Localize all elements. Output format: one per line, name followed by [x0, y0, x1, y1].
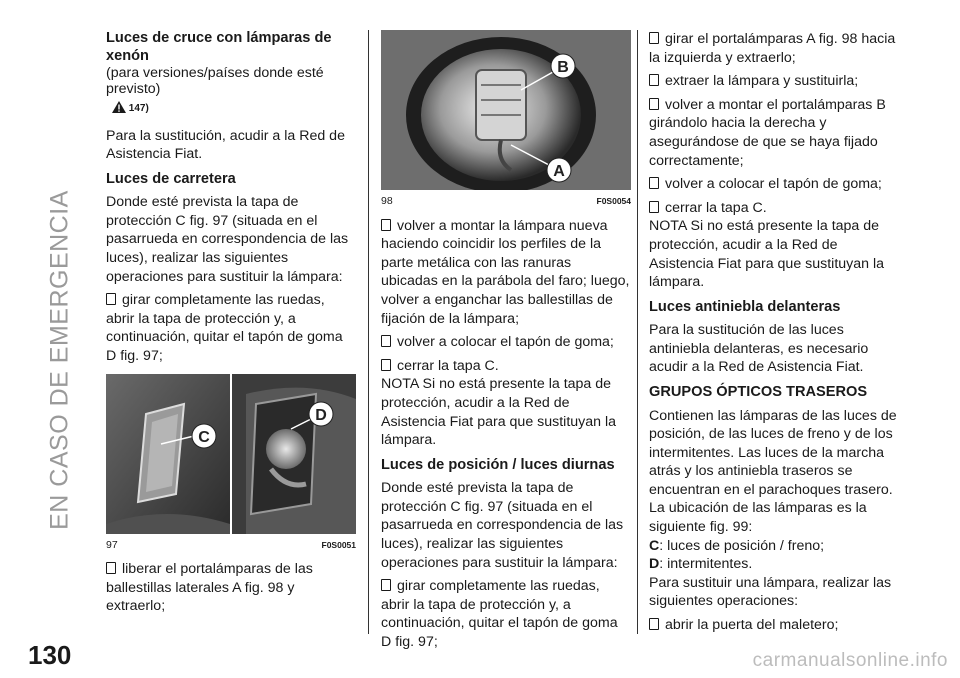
step-bullet: volver a colocar el tapón de goma;: [381, 333, 631, 352]
warning-triangle-icon: [112, 101, 126, 121]
step-bullet: girar completamente las ruedas, abrir la tapa de protección y, a continuación, quitar el tapón de goma D fig. 97;: [106, 292, 343, 365]
checkbox-bullet-icon: [649, 618, 659, 630]
figure-98: [381, 30, 631, 211]
step-bullet: cerrar la tapa C.: [649, 199, 899, 218]
step-bullet: liberar el portalámparas de las ballestillas laterales A fig. 98 y extraerlo;: [106, 561, 313, 615]
figure-caption: [381, 192, 631, 211]
figure-98-photo: [381, 30, 631, 190]
step-bullet: volver a colocar el tapón de goma;: [649, 175, 899, 194]
column-divider: [637, 30, 638, 634]
section-subheading: (para versiones/países donde esté previsto): [106, 65, 324, 97]
step-bullet: girar el portalámparas A fig. 98 hacia la izquierda y extraerlo;: [649, 31, 896, 66]
figure-number: 98: [381, 195, 393, 207]
watermark: carmanualsonline.info: [752, 650, 948, 671]
paragraph: Donde esté prevista la tapa de protección C fig. 97 (situada en el pasarrueda en correspondencia de las luces), realizar las siguientes operaciones para sustituir la lámpara:: [381, 480, 624, 571]
checkbox-bullet-icon: [649, 177, 659, 189]
checkbox-bullet-icon: [106, 293, 116, 305]
checkbox-bullet-icon: [381, 579, 391, 591]
legend-item-c: C: luces de posición / freno;: [649, 537, 825, 554]
column-1: [106, 30, 356, 616]
step-bullet: abrir la puerta del maletero;: [649, 616, 899, 635]
checkbox-bullet-icon: [649, 74, 659, 86]
note-paragraph: NOTA Si no está presente la tapa de protección, acudir a la Red de Asistencia Fiat para que sustituyan la lámpara.: [649, 218, 885, 291]
figure-label-a: A: [553, 163, 565, 180]
figure-label-c: C: [198, 428, 210, 446]
figure-code: F0S0051: [321, 539, 356, 550]
figure-97: [106, 374, 356, 555]
figure-caption: [106, 536, 356, 555]
checkbox-bullet-icon: [381, 335, 391, 347]
column-2: [381, 30, 631, 652]
section-heading-rear-lights: GRUPOS ÓPTICOS TRASEROS: [649, 384, 868, 400]
figure-label-b: B: [557, 59, 569, 76]
step-bullet: volver a montar la lámpara nueva haciendo coincidir los perfiles de la parte metálica con las ranuras ubicadas en la parábola del faro; luego, volver a enganchar las ballestillas de fijación de la lámpara;: [381, 217, 630, 327]
legend-item-d: D: intermitentes.: [649, 556, 753, 573]
column-3: [649, 30, 899, 635]
note-paragraph: NOTA Si no está presente la tapa de protección, acudir a la Red de Asistencia Fiat para que sustituyan la lámpara.: [381, 376, 617, 449]
paragraph: Para la sustitución de las luces antiniebla delanteras, es necesario acudir a la Red de Asistencia Fiat.: [649, 322, 869, 376]
figure-label-d: D: [315, 406, 327, 424]
warning-ref-text: 147): [128, 103, 149, 114]
column-divider: [368, 30, 369, 634]
paragraph: Para sustituir una lámpara, realizar las siguientes operaciones:: [649, 574, 892, 610]
chapter-side-title: EN CASO DE EMERGENCIA: [45, 190, 74, 530]
checkbox-bullet-icon: [649, 32, 659, 44]
checkbox-bullet-icon: [381, 219, 391, 231]
step-bullet: cerrar la tapa C.: [381, 357, 631, 376]
section-heading-high-beam: Luces de carretera: [106, 170, 236, 187]
checkbox-bullet-icon: [106, 562, 116, 574]
step-bullet: extraer la lámpara y sustituirla;: [649, 72, 899, 91]
section-heading-front-fog: Luces antiniebla delanteras: [649, 298, 841, 315]
paragraph: La ubicación de las lámparas es la siguiente fig. 99:: [649, 500, 867, 536]
figure-code: F0S0054: [596, 196, 631, 206]
paragraph: Para la sustitución, acudir a la Red de Asistencia Fiat.: [106, 127, 345, 163]
paragraph: Donde esté prevista la tapa de protección C fig. 97 (situada en el pasarrueda en correspondencia de las luces), realizar las siguientes operaciones para sustituir la lámpara:: [106, 194, 349, 285]
step-bullet: girar completamente las ruedas, abrir la tapa de protección y, a continuación, quitar el tapón de goma D fig. 97;: [381, 578, 618, 650]
checkbox-bullet-icon: [649, 98, 659, 110]
section-heading-position-lights: Luces de posición / luces diurnas: [381, 456, 615, 473]
checkbox-bullet-icon: [381, 359, 391, 371]
section-heading-xenon: Luces de cruce con lámparas de xenón: [106, 30, 332, 64]
step-bullet: volver a montar el portalámparas B girándolo hacia la derecha y asegurándose de que se haya fijado correctamente;: [649, 96, 886, 169]
checkbox-bullet-icon: [649, 201, 659, 213]
warning-reference: [112, 100, 356, 121]
paragraph: Contienen las lámparas de las luces de posición, de las luces de freno y de los intermitentes. Las luces de la marcha atrás y los antiniebla traseros se encuentran en el parachoques trasero.: [649, 407, 897, 498]
figure-97-photo: [106, 374, 356, 534]
page-number: 130: [28, 640, 72, 670]
figure-number: 97: [106, 538, 118, 551]
